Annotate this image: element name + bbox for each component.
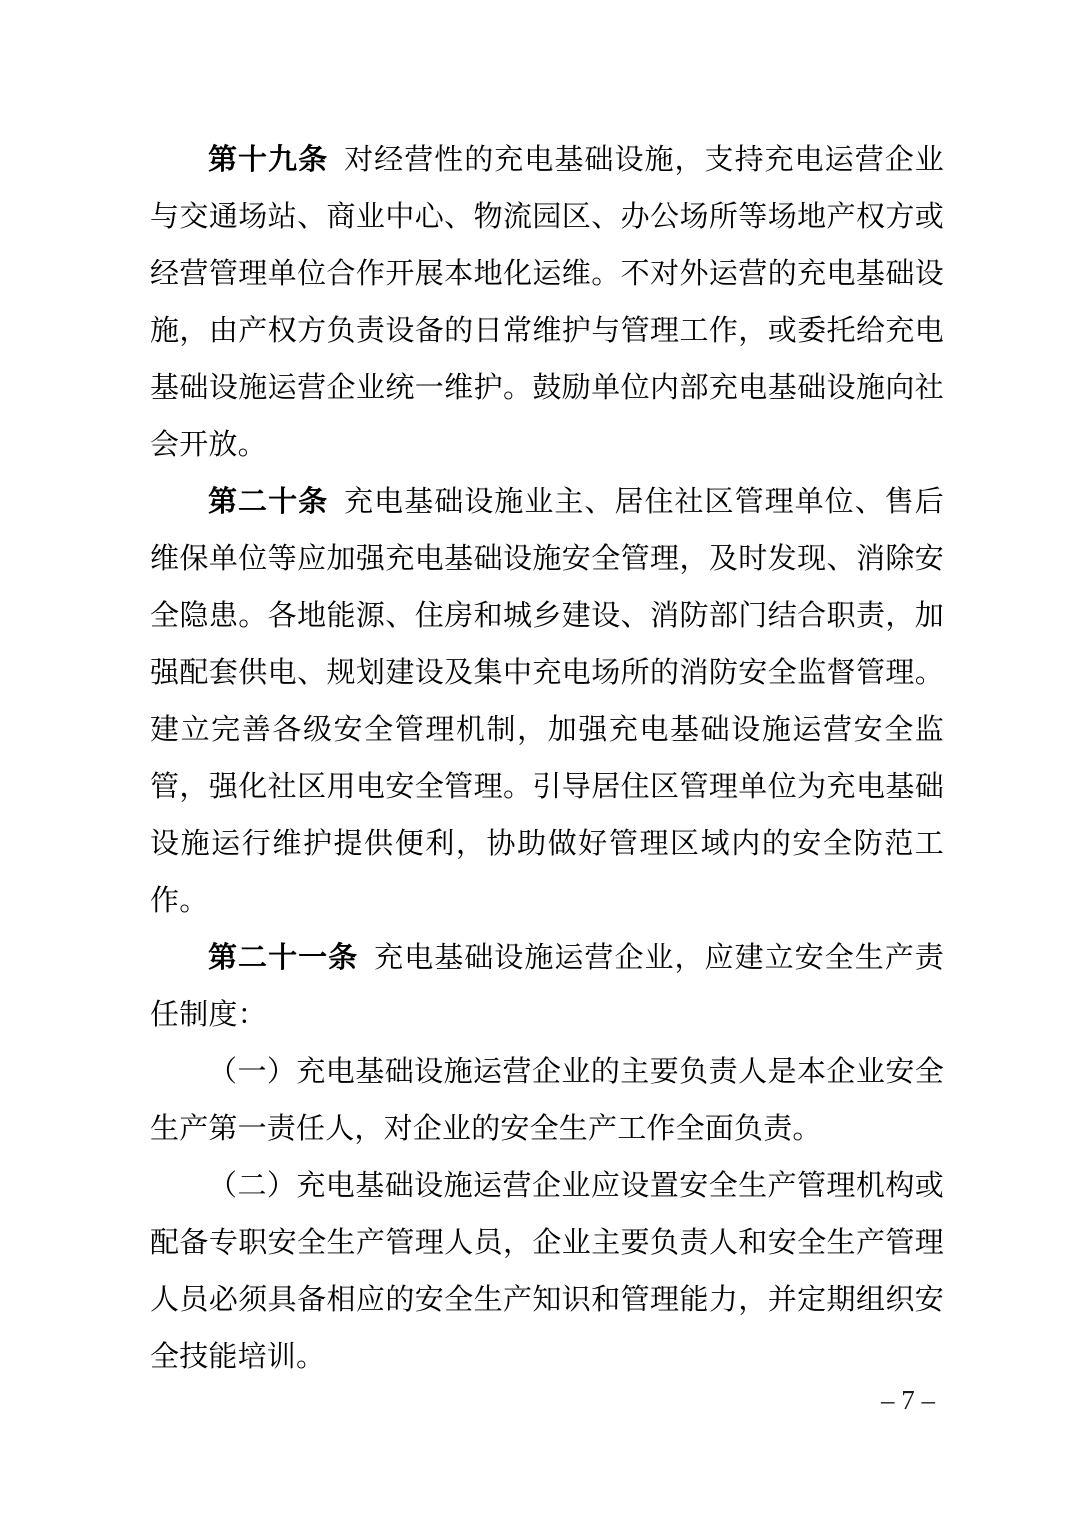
article-20-text: 充电基础设施业主、居住社区管理单位、售后维保单位等应加强充电基础设施安全管理，及时发现、消除安全隐患。各地能源、住房和城乡建设、消防部门结合职责，加强配套供电、规划建设及集中充电场所的消防安全监督管理。建立完善各级安全管理机制，加强充电基础设施运营安全监管，强化社区用电安全管理。引导居住区管理单位为充电基础设施运行维护提供便利，协助做好管理区域内的安全防范工作。 (150, 486, 944, 917)
clause-1-text: （一）充电基础设施运营企业的主要负责人是本企业安全生产第一责任人，对企业的安全生产工作全面负责。 (150, 1056, 944, 1145)
clause-1-paragraph (150, 1044, 944, 1158)
article-19-paragraph (150, 132, 944, 474)
page-number: – 7 – (881, 1385, 935, 1415)
article-21-text: 充电基础设施运营企业，应建立安全生产责任制度： (150, 942, 944, 1031)
clause-2-text: （二）充电基础设施运营企业应设置安全生产管理机构或配备专职安全生产管理人员，企业主要负责人和安全生产管理人员必须具备相应的安全生产知识和管理能力，并定期组织安全技能培训。 (150, 1170, 944, 1373)
document-body (150, 132, 944, 1386)
article-19-heading: 第十九条 (208, 144, 329, 176)
article-20-paragraph (150, 474, 944, 930)
article-19-text: 对经营性的充电基础设施，支持充电运营企业与交通场站、商业中心、物流园区、办公场所等场地产权方或经营管理单位合作开展本地化运维。不对外运营的充电基础设施，由产权方负责设备的日常维护与管理工作，或委托给充电基础设施运营企业统一维护。鼓励单位内部充电基础设施向社会开放。 (150, 144, 944, 461)
article-21-heading: 第二十一条 (208, 942, 359, 974)
article-21-paragraph (150, 930, 944, 1044)
article-20-heading: 第二十条 (208, 486, 329, 518)
clause-2-paragraph (150, 1158, 944, 1386)
